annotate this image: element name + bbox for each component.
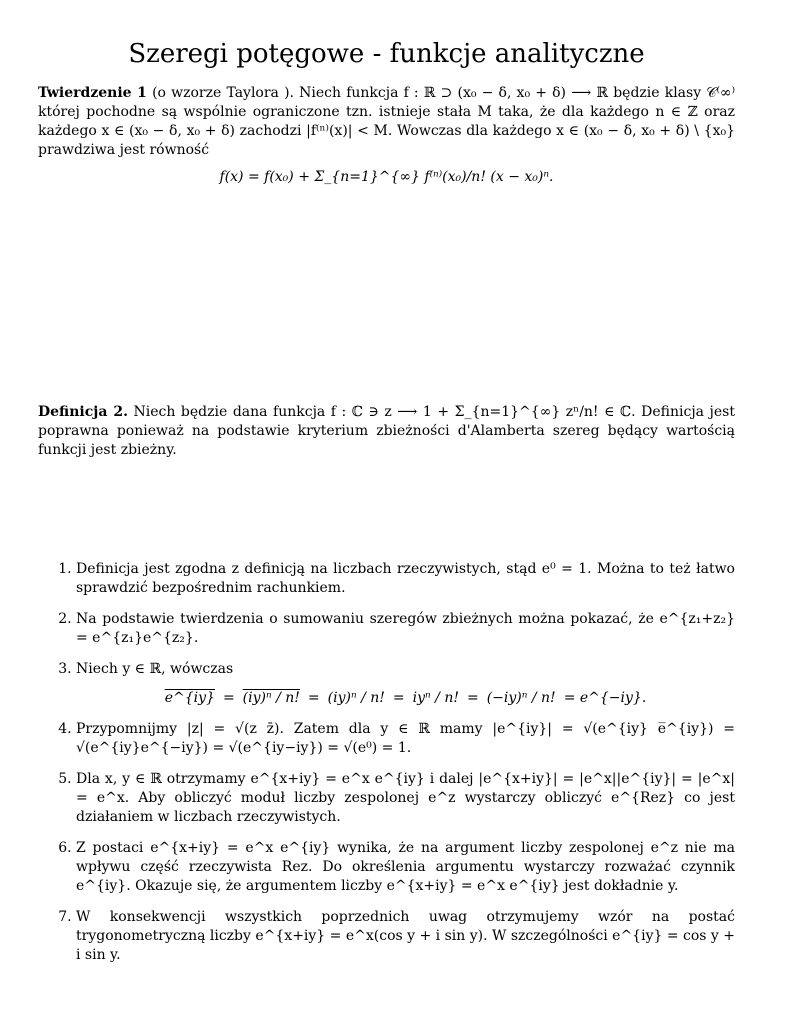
list-item: 2. Na podstawie twierdzenia o sumowaniu szeregów zbieżnych można pokazać, że e^{z₁+z₂} = e^{z₁}e^{z₂}. (76, 610, 735, 648)
theorem-label: Twierdzenie 1 (38, 85, 147, 101)
conjugate-formula: e^{iy} = (iy)ⁿ / n! = (iy)ⁿ / n! = iyⁿ / n! = (−iy)ⁿ / n! = e^{−iy}. (164, 690, 647, 706)
theorem-note: (o wzorze Taylora ). (152, 85, 294, 101)
formula-term: (iy)ⁿ / n! (327, 690, 385, 706)
formula-term: (iy)ⁿ / n! (242, 690, 300, 706)
list-item: 5. Dla x, y ∈ ℝ otrzymamy e^{x+iy} = e^x e^{iy} i dalej |e^{x+iy}| = |e^x||e^{iy}| = |e^x| = e^x. Aby obliczyć moduł liczby zespolonej e^z wystarczy obliczyć e^{Rez} co jest działaniem w liczbach rzeczywistych. (76, 770, 735, 827)
list-item: 4. Przypomnijmy |z| = √(z z̄). Zatem dla y ∈ ℝ mamy |e^{iy}| = √(e^{iy} e̅^{iy}) = √(e^{iy}e^{−iy}) = √(e^{iy−iy}) = √(e⁰) = 1. (76, 720, 735, 758)
list-item (76, 660, 735, 708)
list-item: 6. Z postaci e^{x+iy} = e^x e^{iy} wynika, że na argument liczby zespolonej e^z nie ma wpływu część rzeczywista Rez. Do określenia argumentu wystarczy rozważać czynnik e^{iy}. Okazuje się, że argumentem liczby e^{x+iy} = e^x e^{iy} jest dokładnie y. (76, 839, 735, 896)
theorem-body: Niech funkcja f : ℝ ⊃ (x₀ − δ, x₀ + δ) ⟶ ℝ będzie klasy 𝒞⁽∞⁾ której pochodne są wspólnie ograniczone tzn. istnieje stała M taka, że dla każdego n ∈ ℤ oraz każdego x ∈ (x₀ − δ, x₀ + δ) zachodzi |f⁽ⁿ⁾(x)| < M. Wowczas dla każdego x ∈ (x₀ − δ, x₀ + δ) \ {x₀} prawdziwa jest równość (38, 85, 736, 158)
definition-block (38, 403, 735, 460)
page-title: Szeregi potęgowe - funkcje analityczne (128, 39, 645, 69)
formula-rhs: = e^{−iy}. (563, 690, 647, 706)
list-item-text: Niech y ∈ ℝ, wówczas (76, 661, 234, 677)
theorem-block (38, 84, 735, 160)
remarks-list (38, 560, 735, 965)
formula-term: (−iy)ⁿ / n! (486, 690, 556, 706)
formula-lhs: e^{iy} (164, 690, 215, 706)
list-item: 1. Definicja jest zgodna z definicją na liczbach rzeczywistych, stąd e⁰ = 1. Można to też łatwo sprawdzić bezpośrednim rachunkiem. (76, 560, 735, 598)
definition-label: Definicja 2. (38, 404, 128, 420)
list-item: 7. W konsekwencji wszystkich poprzednich uwag otrzymujemy wzór na postać trygonometryczną liczby e^{x+iy} = e^x(cos y + i sin y). W szczególności e^{iy} = cos y + i sin y. (76, 908, 735, 965)
definition-body: Niech będzie dana funkcja f : ℂ ∋ z ⟶ 1 + Σ_{n=1}^{∞} zⁿ/n! ∈ ℂ. Definicja jest poprawna ponieważ na podstawie kryterium zbieżności d'Alamberta szereg będący wartością funkcji jest zbieżny. (38, 404, 735, 458)
taylor-formula: f(x) = f(x₀) + Σ_{n=1}^{∞} f⁽ⁿ⁾(x₀)/n! (x − x₀)ⁿ. (219, 169, 554, 185)
page (38, 38, 735, 977)
formula-term: iyⁿ / n! (412, 690, 459, 706)
